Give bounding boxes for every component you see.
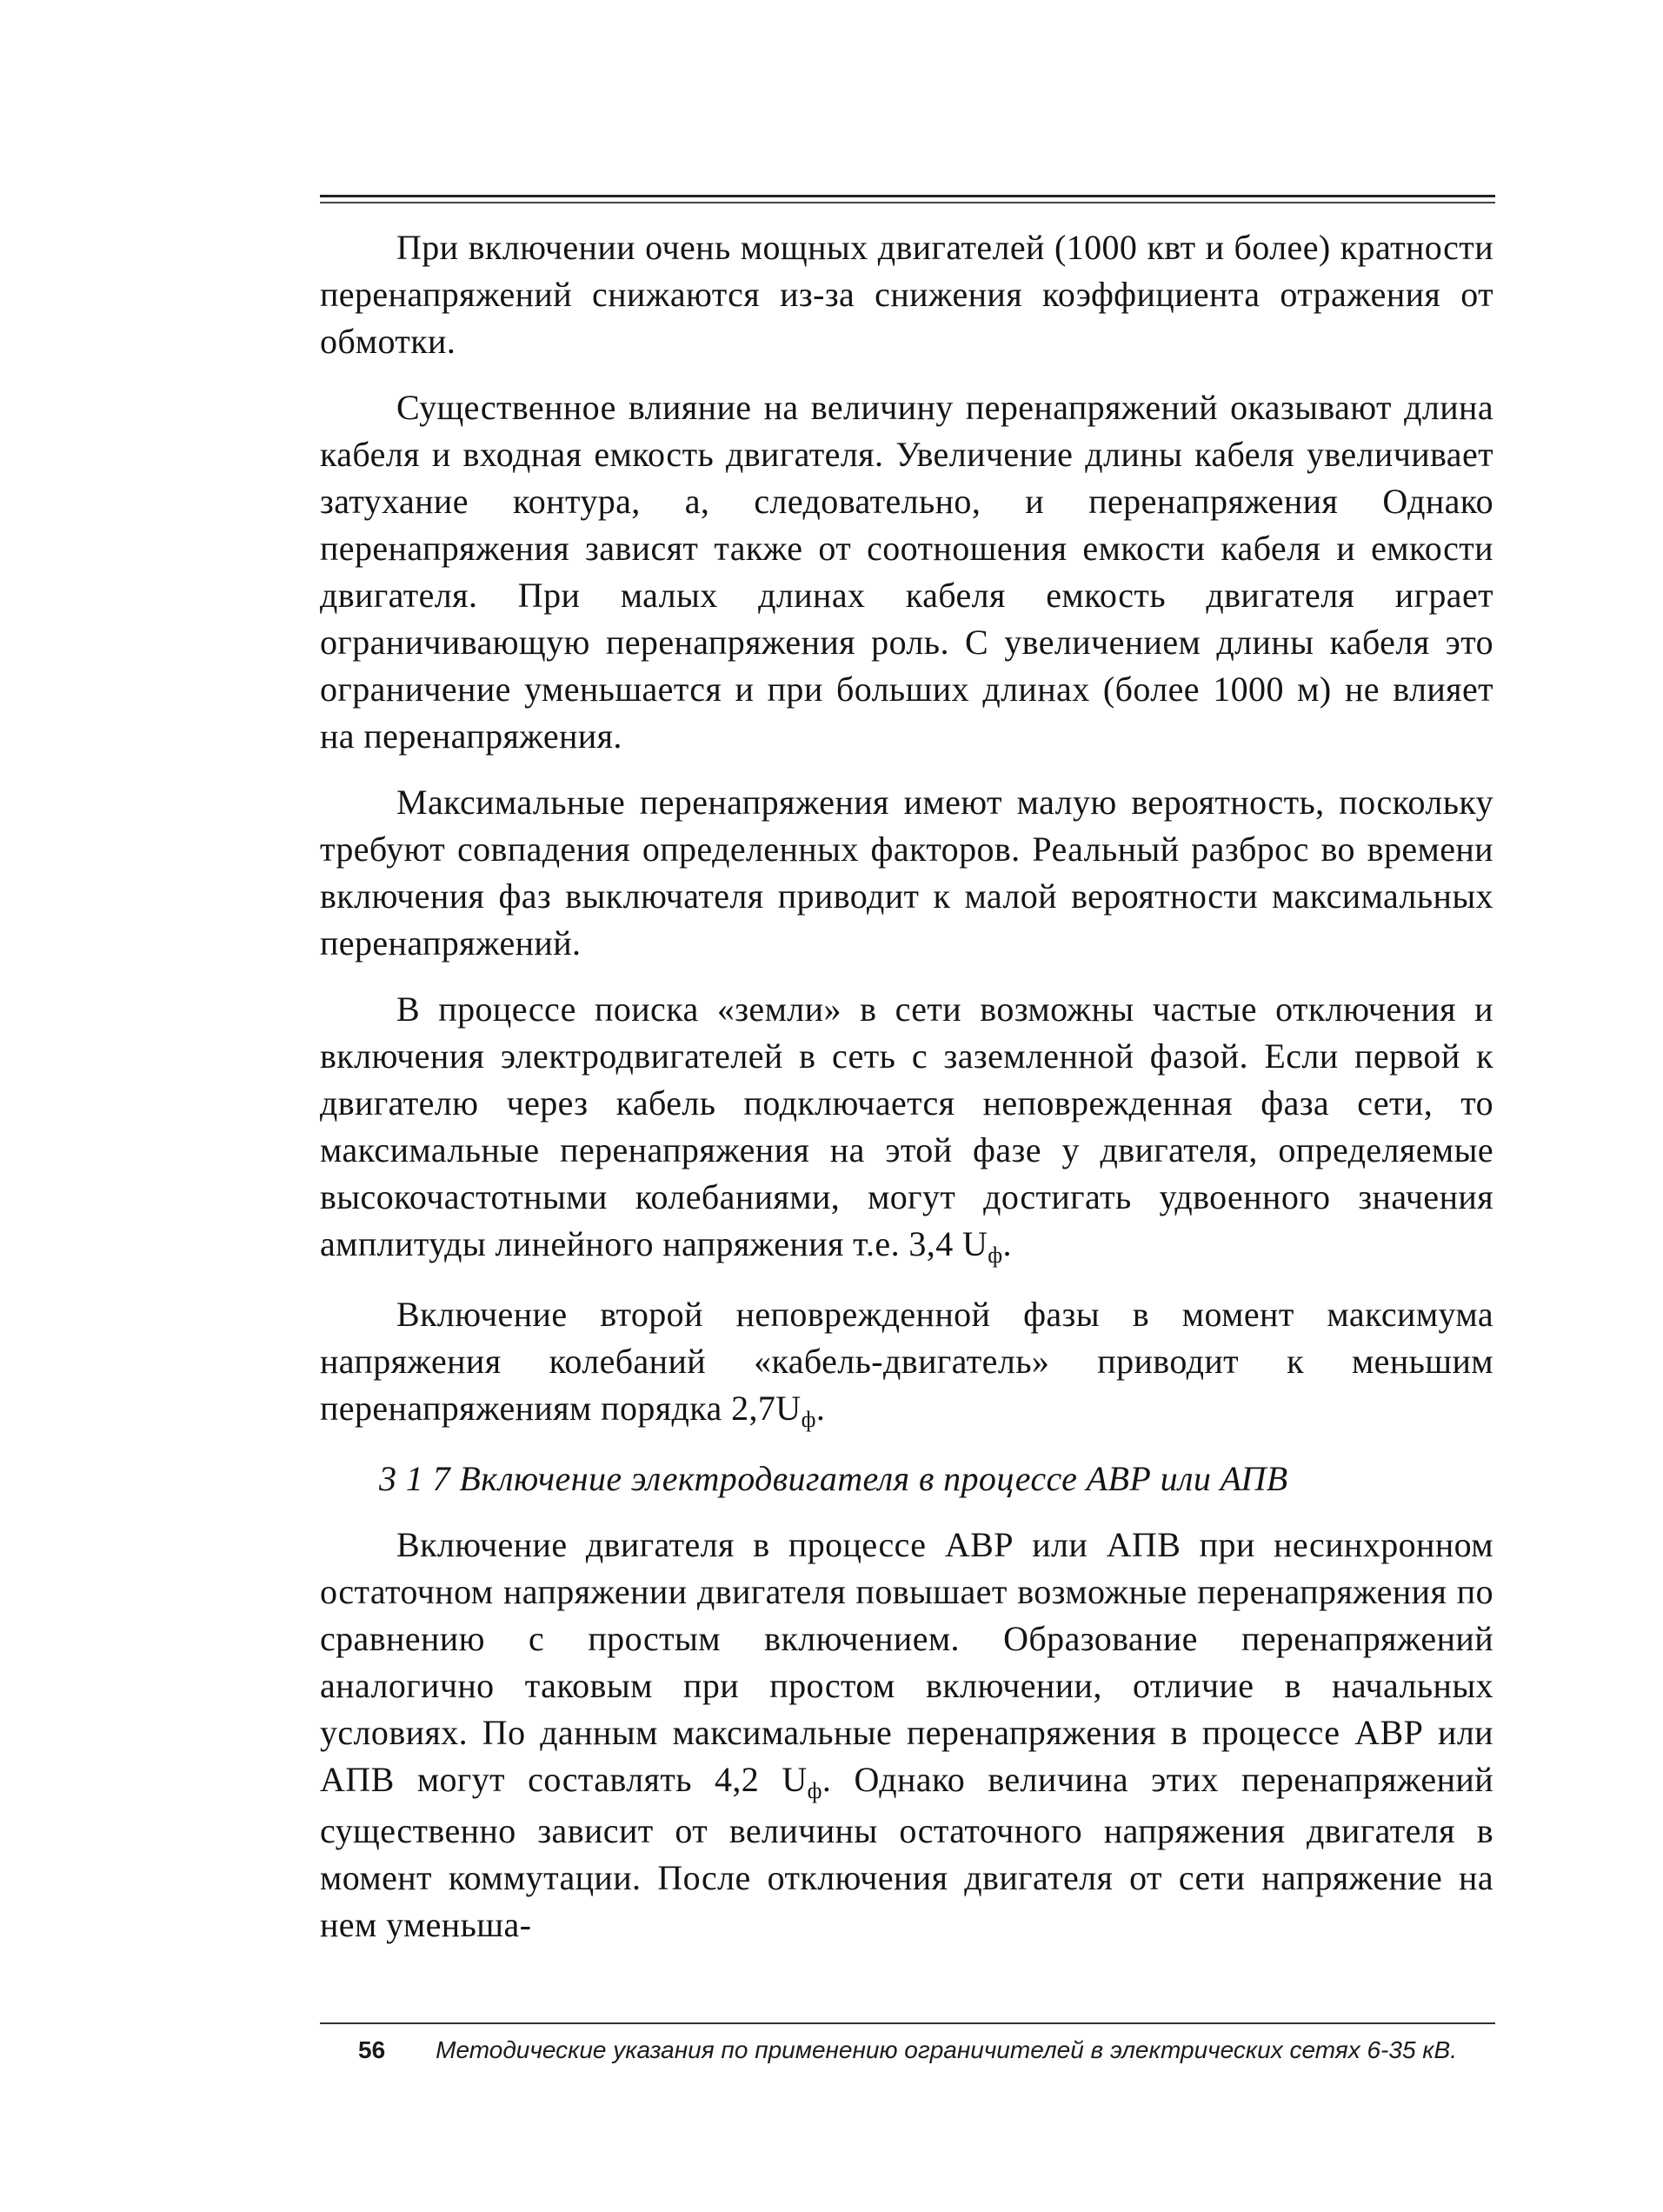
paragraph-5	[320, 1291, 1493, 1436]
top-rule	[320, 195, 1495, 197]
paragraph-6-text-a: Включение двигателя в процессе АВР или АПВ при несинхронном остаточном напряжении двигателя повышает возможные перенапряжения по сравнению с простым включением. Образование перенапряжений аналогично таковым при простом включении, отличие в начальных условиях. По данным максимальные перенапряжения в процессе АВР или АПВ могут составлять 4,2 U	[320, 1525, 1493, 1799]
paragraph-6	[320, 1522, 1493, 1949]
body-text	[320, 224, 1493, 1968]
phase-subscript: ф	[801, 1407, 816, 1432]
page-footer	[358, 2036, 1497, 2064]
phase-subscript: ф	[988, 1243, 1003, 1268]
paragraph-2: Существенное влияние на величину перенапряжений оказывают длина кабеля и входная емкость двигателя. Увеличение длины кабеля увеличивает затухание контура, а, следовательно, и перенапряжения Однако перенапряжения зависят также от соотношения емкости кабеля и емкости двигателя. При малых длинах кабеля емкость двигателя играет ограничивающую перенапряжения роль. С увеличением длины кабеля это ограничение уменьшается и при больших длинах (более 1000 м) не влияет на перенапряжения.	[320, 388, 1493, 756]
top-rule-secondary	[320, 202, 1495, 203]
paragraph-3: Максимальные перенапряжения имеют малую вероятность, поскольку требуют совпадения определенных факторов. Реальный разброс во времени включения фаз выключателя приводит к малой вероятности максимальных перенапряжений.	[320, 783, 1493, 963]
section-heading: 3 1 7 Включение электродвигателя в процессе АВР или АПВ	[379, 1459, 1288, 1498]
paragraph-5-text: Включение второй неповрежденной фазы в момент максимума напряжения колебаний «кабель-двигатель» приводит к меньшим перенапряжениям порядка 2,7U	[320, 1295, 1493, 1428]
bottom-rule	[320, 2022, 1495, 2024]
paragraph-4	[320, 986, 1493, 1272]
paragraph-4-text: В процессе поиска «земли» в сети возможны частые отключения и включения электродвигателей в сеть с заземленной фазой. Если первой к двигателю через кабель подключается неповрежденная фаза сети, то максимальные перенапряжения на этой фазе у двигателя, определяемые высокочастотными колебаниями, могут достигать удвоенного значения амплитуды линейного напряжения т.е. 3,4 U	[320, 989, 1493, 1263]
footer-title: Методические указания по применению ограничителей в электрических сетях 6-35 кВ.	[436, 2036, 1457, 2063]
paragraph-5-end: .	[815, 1389, 826, 1428]
phase-subscript: ф	[807, 1778, 822, 1803]
page-number: 56	[358, 2036, 386, 2063]
paragraph-4-end: .	[1002, 1224, 1012, 1263]
paragraph-1: При включении очень мощных двигателей (1000 квт и более) кратности перенапряжений снижаются из-за снижения коэффициента отражения от обмотки.	[320, 228, 1493, 361]
paragraph-6-text-b: . Однако величина этих перенапряжений существенно зависит от величины остаточного напряжения двигателя в момент коммутации. После отключения двигателя от сети напряжение на нем уменьша-	[320, 1760, 1493, 1944]
